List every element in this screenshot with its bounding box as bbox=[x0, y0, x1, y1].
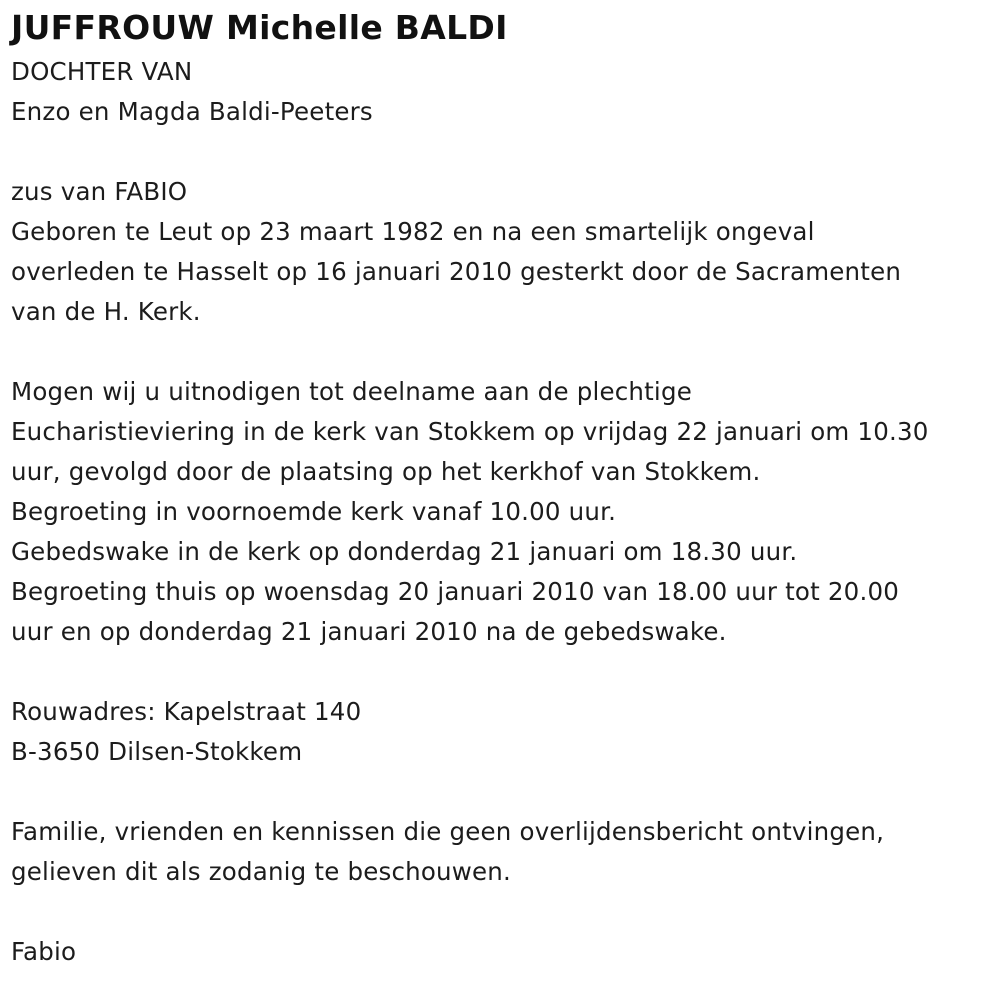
death-line: overleden te Hasselt op 16 januari 2010 gesterkt door de Sacramenten bbox=[11, 257, 902, 286]
ceremony-line: Mogen wij u uitnodigen tot deelname aan de plechtige bbox=[11, 377, 692, 406]
notice-line: Familie, vrienden en kennissen die geen overlijdensbericht ontvingen, bbox=[11, 817, 885, 846]
ceremony-line: Eucharistieviering in de kerk van Stokkem op vrijdag 22 januari om 10.30 bbox=[11, 417, 929, 446]
parents-intro: DOCHTER VAN bbox=[11, 57, 193, 86]
ceremony-block bbox=[11, 372, 991, 652]
ceremony-line: uur, gevolgd door de plaatsing op het kerkhof van Stokkem. bbox=[11, 457, 761, 486]
sibling-line: zus van FABIO bbox=[11, 177, 188, 206]
deceased-name-title: JUFFROUW Michelle BALDI bbox=[11, 8, 508, 47]
ceremony-line: Begroeting in voornoemde kerk vanaf 10.00 uur. bbox=[11, 497, 617, 526]
spacer bbox=[11, 332, 991, 372]
parents-block bbox=[11, 52, 991, 132]
address-city: B-3650 Dilsen-Stokkem bbox=[11, 737, 303, 766]
church-line: van de H. Kerk. bbox=[11, 297, 201, 326]
spacer bbox=[11, 132, 991, 172]
ceremony-line: uur en op donderdag 21 januari 2010 na de gebedswake. bbox=[11, 617, 727, 646]
notice-line: gelieven dit als zodanig te beschouwen. bbox=[11, 857, 512, 886]
ceremony-line: Gebedswake in de kerk op donderdag 21 januari om 18.30 uur. bbox=[11, 537, 798, 566]
signature: Fabio bbox=[11, 937, 77, 966]
address-block bbox=[11, 692, 991, 772]
spacer bbox=[11, 652, 991, 692]
spacer bbox=[11, 772, 991, 812]
death-notice bbox=[11, 4, 991, 972]
biography-block bbox=[11, 172, 991, 332]
parents-names: Enzo en Magda Baldi-Peeters bbox=[11, 97, 373, 126]
ceremony-line: Begroeting thuis op woensdag 20 januari 2010 van 18.00 uur tot 20.00 bbox=[11, 577, 900, 606]
notice-block bbox=[11, 812, 991, 892]
spacer bbox=[11, 892, 991, 932]
address-street: Rouwadres: Kapelstraat 140 bbox=[11, 697, 362, 726]
birth-line: Geboren te Leut op 23 maart 1982 en na een smartelijk ongeval bbox=[11, 217, 815, 246]
